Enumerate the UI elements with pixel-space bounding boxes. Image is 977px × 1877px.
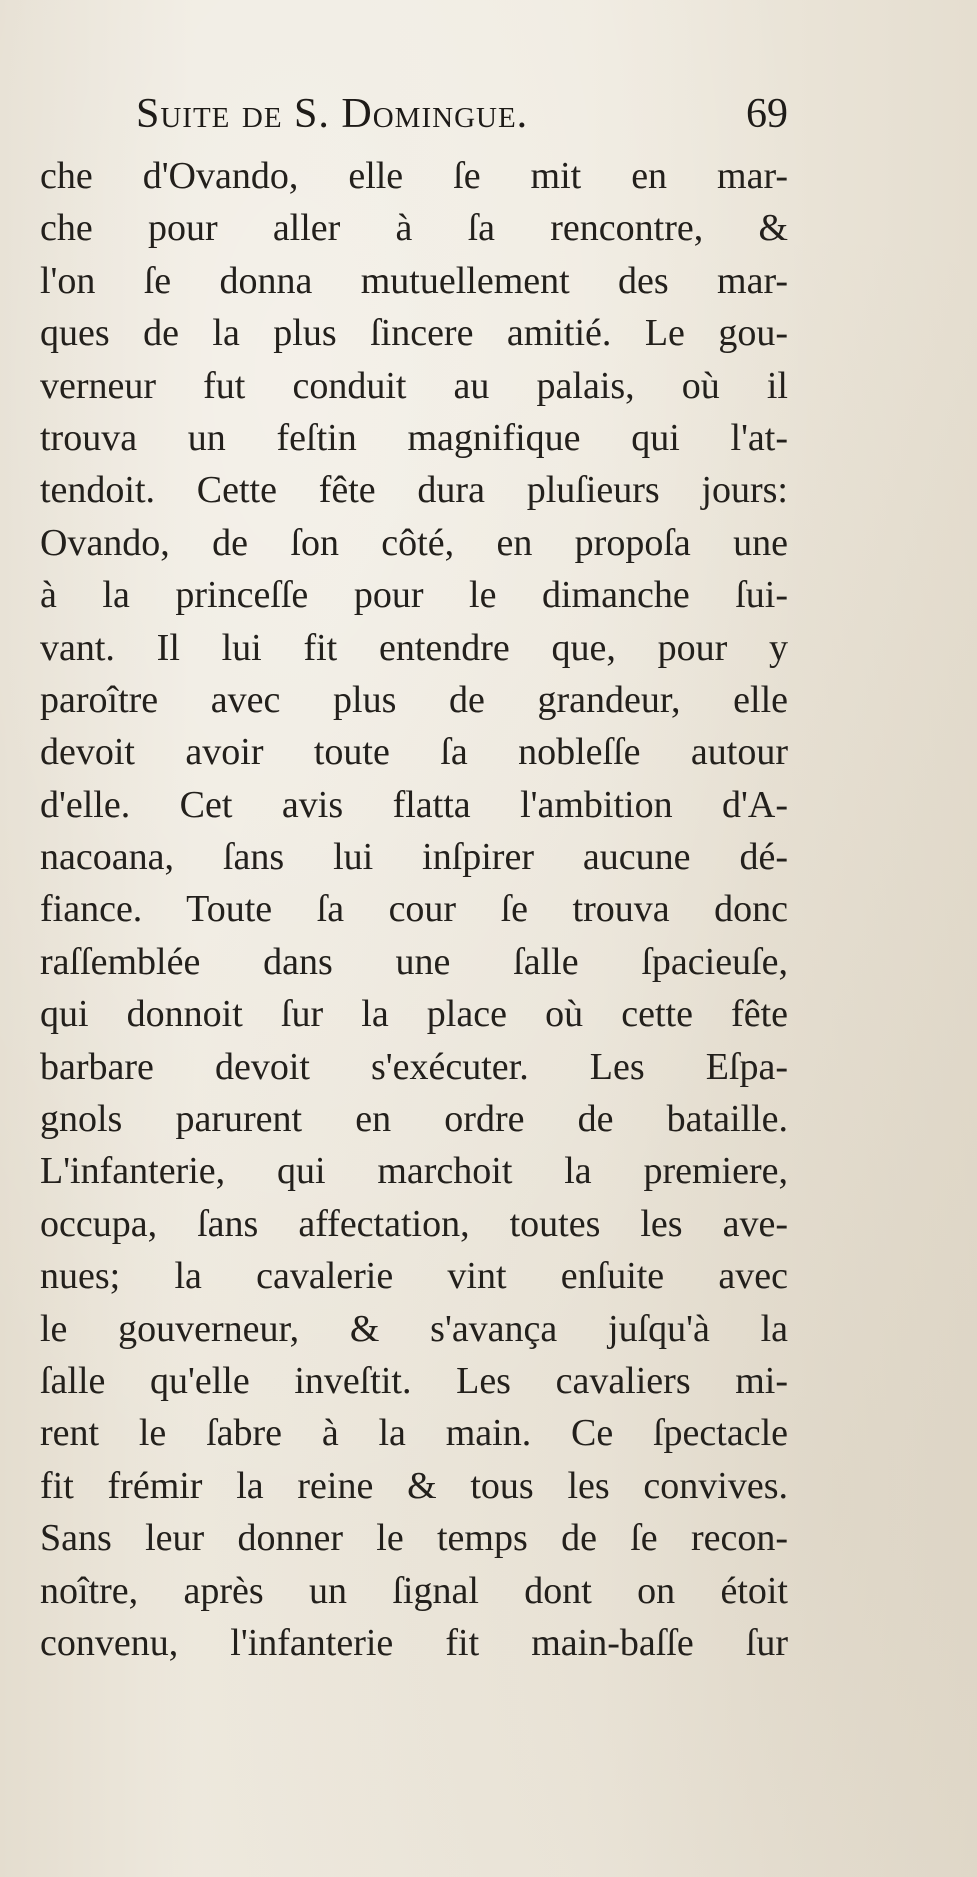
text-line: trouva un feſtin magnifique qui l'at- [40,416,788,459]
text-line: verneur fut conduit au palais, où il [40,364,788,407]
text-line: ques de la plus ſincere amitié. Le gou- [40,312,788,355]
text-line: le gouverneur, & s'avança juſqu'à la [40,1307,788,1350]
text-line: che d'Ovando, elle ſe mit en mar- [40,155,788,197]
text-line: L'infanterie, qui marchoit la premiere, [40,1150,788,1193]
text-line: che pour aller à ſa rencontre, & [40,207,788,250]
text-line: fiance. Toute ſa cour ſe trouva donc [40,888,788,931]
text-line: paroître avec plus de grandeur, elle [40,678,788,721]
page-number: 69 [746,91,788,137]
text-line: qui donnoit ſur la place où cette fête [40,993,788,1036]
text-line: ſalle qu'elle inveſtit. Les cavaliers mi- [40,1359,788,1402]
text-line: Sans leur donner le temps de ſe recon- [40,1517,788,1560]
text-line: noître, après un ſignal dont on étoit [40,1569,788,1612]
text-line: devoit avoir toute ſa nobleſſe autour [40,731,788,774]
text-line: à la princeſſe pour le dimanche ſui- [40,574,788,617]
running-title: Suite de S. Domingue. [136,91,529,137]
text-line: nacoana, ſans lui inſpirer aucune dé- [40,836,788,879]
text-line: raſſemblée dans une ſalle ſpacieuſe, [40,940,788,983]
text-line: nues; la cavalerie vint enſuite avec [40,1255,788,1298]
text-line: convenu, l'infanterie fit main-baſſe ſur [40,1621,788,1664]
text-line: l'on ſe donna mutuellement des mar- [40,259,788,302]
text-line: Ovando, de ſon côté, en propoſa une [40,521,788,564]
running-head [40,90,788,142]
text-line: d'elle. Cet avis flatta l'ambition d'A- [40,783,788,826]
text-line: occupa, ſans affectation, toutes les ave- [40,1202,788,1245]
text-line: tendoit. Cette fête dura pluſieurs jours: [40,469,788,512]
text-line: barbare devoit s'exécuter. Les Eſpa- [40,1045,788,1088]
body-text [40,150,788,1669]
text-line: gnols parurent en ordre de bataille. [40,1098,788,1141]
text-line: fit frémir la reine & tous les convives. [40,1464,788,1507]
text-line: rent le ſabre à la main. Ce ſpectacle [40,1412,788,1455]
text-line: vant. Il lui fit entendre que, pour y [40,626,788,669]
